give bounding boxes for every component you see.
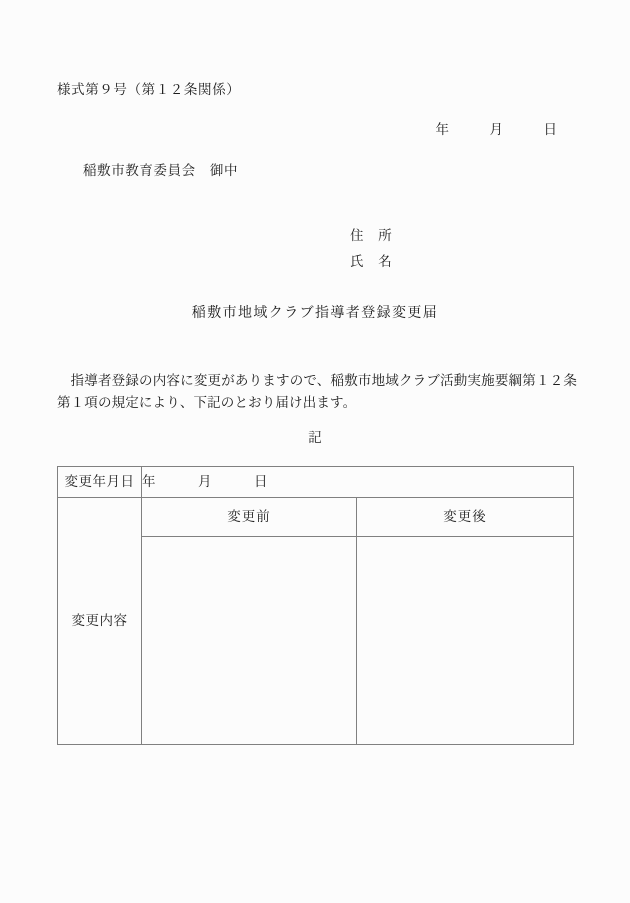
column-header-after: 変更後	[357, 498, 574, 537]
table-row-change-date	[58, 467, 574, 498]
change-notification-table	[57, 466, 574, 745]
document-title: 稲敷市地域クラブ指導者登録変更届	[191, 306, 439, 321]
change-content-before-field[interactable]	[142, 537, 357, 745]
form-number: 様式第９号（第１２条関係）	[57, 82, 241, 97]
table-row-column-headers	[58, 498, 574, 537]
submission-date-line: 年 月 日	[435, 122, 557, 137]
addressee: 稲敷市教育委員会 御中	[83, 163, 239, 178]
change-content-after-field[interactable]	[357, 537, 574, 745]
signer-block	[350, 226, 392, 279]
body-paragraph-text: 指導者登録の内容に変更がありますので、稲敷市地域クラブ活動実施要綱第１２条第１項の規定により、下記のとおり届け出ます。	[57, 373, 577, 411]
name-label: 氏 名	[350, 254, 393, 270]
change-date-label: 変更年月日	[58, 467, 142, 498]
change-content-label: 変更内容	[58, 498, 142, 745]
column-header-before: 変更前	[142, 498, 357, 537]
kijin-mark: 記	[308, 430, 322, 445]
address-label: 住 所	[350, 228, 393, 243]
change-date-value[interactable]: 年 月 日	[142, 467, 574, 498]
body-paragraph	[57, 370, 577, 415]
